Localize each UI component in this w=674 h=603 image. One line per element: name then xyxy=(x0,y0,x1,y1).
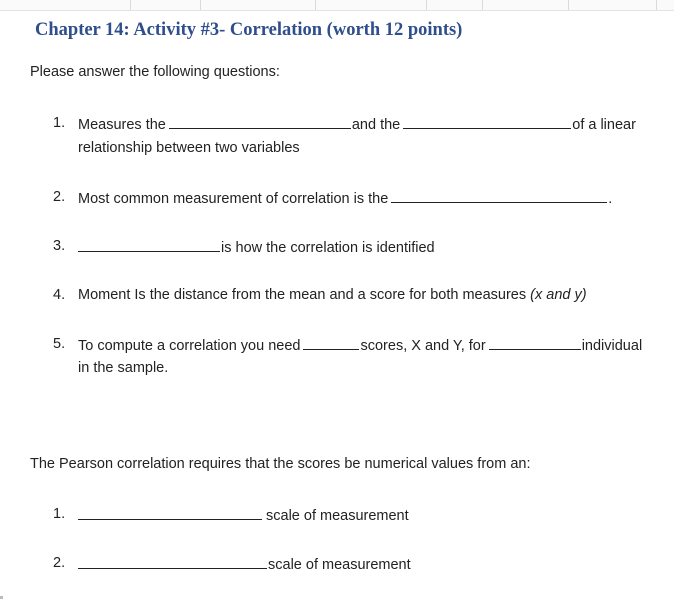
item-number: 2. xyxy=(53,555,66,571)
ruler-cell xyxy=(130,0,131,10)
answer-blank[interactable] xyxy=(391,188,607,203)
question-number: 4. xyxy=(53,287,66,303)
question-number: 2. xyxy=(53,189,66,205)
item-text: scale of measurement xyxy=(268,557,411,573)
question-text: individual xyxy=(581,338,643,354)
page-corner-mark xyxy=(0,596,3,599)
answer-blank[interactable] xyxy=(169,114,351,129)
question-1-continued: relationship between two variables xyxy=(78,140,300,156)
ruler-cell xyxy=(656,0,657,10)
ruler-cell xyxy=(426,0,427,10)
question-text-italic: (x and y) xyxy=(530,287,587,303)
question-5-continued: in the sample. xyxy=(78,360,169,376)
question-text: Moment Is the distance from the mean and a score for both measures xyxy=(78,287,527,303)
question-1 xyxy=(78,114,636,134)
question-2 xyxy=(78,188,612,208)
question-number: 5. xyxy=(53,336,66,352)
answer-blank[interactable] xyxy=(78,554,267,569)
ruler-cell xyxy=(482,0,483,10)
section-heading: The Pearson correlation requires that the scores be numerical values from an: xyxy=(30,456,531,472)
ruler-cell xyxy=(200,0,201,10)
answer-blank[interactable] xyxy=(303,335,359,350)
question-text: and the xyxy=(351,117,401,133)
pearson-item-1 xyxy=(78,505,409,525)
question-text: To compute a correlation you need xyxy=(78,338,301,354)
question-text: scores, X and Y, for xyxy=(360,338,486,354)
ruler-cell xyxy=(568,0,569,10)
answer-blank[interactable] xyxy=(78,505,262,520)
question-number: 1. xyxy=(53,115,66,131)
item-text: scale of measurement xyxy=(266,508,409,524)
pearson-item-2 xyxy=(78,554,411,574)
question-4 xyxy=(78,286,587,304)
question-text: . xyxy=(608,191,613,207)
question-text: Measures the xyxy=(78,117,166,133)
instructions: Please answer the following questions: xyxy=(30,64,280,80)
answer-blank[interactable] xyxy=(78,237,220,252)
item-number: 1. xyxy=(53,506,66,522)
question-text: is how the correlation is identified xyxy=(221,240,435,256)
top-ruler xyxy=(0,0,674,11)
ruler-cell xyxy=(315,0,316,10)
page-title: Chapter 14: Activity #3- Correlation (worth 12 points) xyxy=(35,20,463,40)
question-text: of a linear xyxy=(572,117,636,133)
question-3 xyxy=(78,237,435,257)
question-5 xyxy=(78,335,642,355)
answer-blank[interactable] xyxy=(403,114,571,129)
question-number: 3. xyxy=(53,238,66,254)
question-text: Most common measurement of correlation is the xyxy=(78,191,389,207)
answer-blank[interactable] xyxy=(489,335,581,350)
